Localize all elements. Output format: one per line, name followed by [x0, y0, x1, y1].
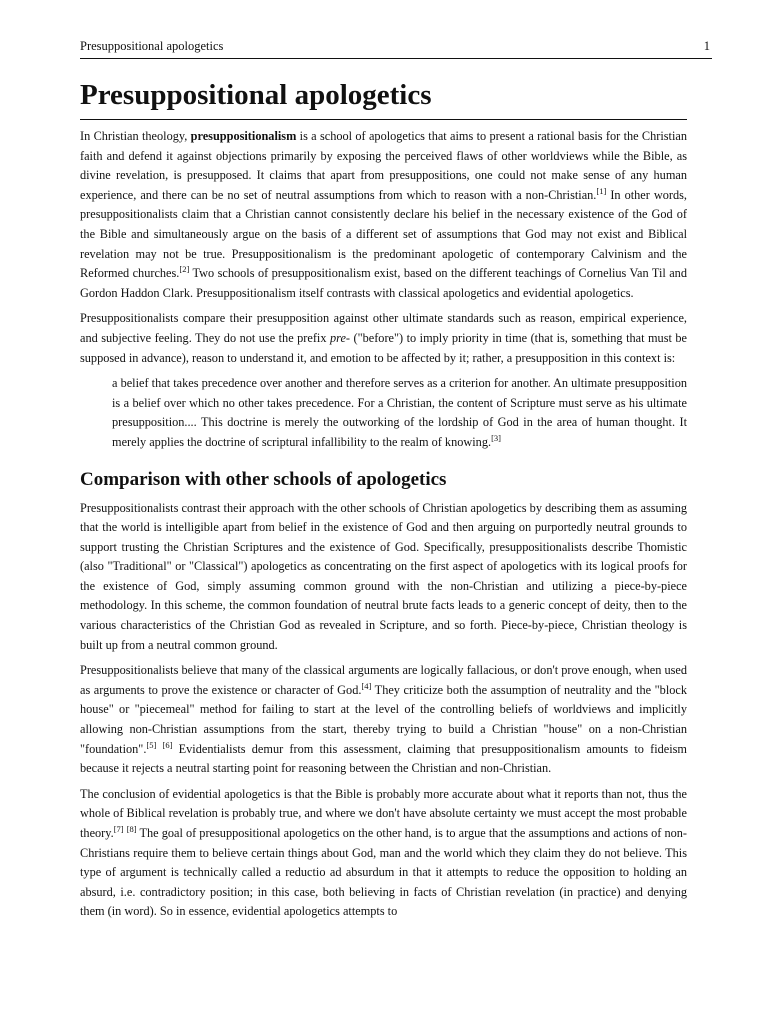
- comparison-p3-text-1: The conclusion of evidential apologetics is that the Bible is probably more accurate about what it reports than not, thus the whole of Biblical revelation is probably true, and where we don't have absolute certainty we must accept the most probable theory.: [80, 786, 687, 840]
- comparison-paragraph-1: Presuppositionalists contrast their approach with the other schools of Christian apologetics by describing them as assuming that the world is intelligible apart from belief in the existence of God and then arguing on purportedly neutral grounds to support trusting the Christian Scriptures and the existence of God. Specifically, presuppositionalists describe Thomistic (also "Traditional" or "Classical") apologetics as concentrating on the first aspect of apologetics with its logical proofs for the existence of God, simply assuming common ground with the non-Christian and utilizing a piece-by-piece methodology. In this scheme, the common foundation of neutral brute facts leads to a generic concept of deity, then to the various characteristics of the Christian God as revealed in Scripture, and so forth. Piece-by-piece, Christian theology is built up from a neutral common ground.: [80, 500, 687, 652]
- comparison-p2-text-1: Presuppositionalists believe that many of the classical arguments are logically fallacious, or don't prove enough, when used as arguments to prove the existence or character of God.: [80, 663, 687, 697]
- presupposition-paragraph: [80, 309, 687, 368]
- section-heading-comparison: Comparison with other schools of apologetics: [80, 468, 447, 490]
- presuppositionalism-term: presuppositionalism: [190, 129, 297, 143]
- intro-text-1: In Christian theology,: [80, 129, 191, 143]
- intro-text-2: is a school of apologetics that aims to present a rational basis for the Christian faith and defend it against objections primarily by exposing the perceived flaws of other worldviews while the Bible, as divine revelation, is presupposed. It claims that apart from presuppositions, one could not make sense of any human experience, and there can be no set of neutral assumptions from which to reason with a non-Christian.: [80, 129, 687, 202]
- running-title: Presuppositional apologetics: [80, 39, 224, 53]
- citation-4-link[interactable]: [4]: [361, 680, 372, 691]
- citation-7-link[interactable]: [7]: [113, 824, 124, 834]
- intro-text-3: In other words, presuppositionalists claim that a Christian cannot consistently declare his belief in the necessary existence of the God of the Bible and simultaneously argue on the basis of a different set of assumptions that God may not exist and Biblical revelation may not be true. Presuppositionalism is the predominant apologetic of contemporary Calvinism and the Reformed churches.: [80, 187, 687, 281]
- prefix-term: pre-: [329, 330, 351, 345]
- citation-5-link[interactable]: [5]: [146, 739, 157, 750]
- citation-2-link[interactable]: [2]: [179, 264, 190, 275]
- comparison-p2-text-3: Evidentialists demur from this assessment, claiming that presuppositionalism amounts to fideism because it rejects a neutral starting point for reasoning between the Christian and non-Christian.: [80, 741, 688, 776]
- citation-6-link[interactable]: [6]: [162, 739, 173, 750]
- citation-8-link[interactable]: [8]: [126, 824, 137, 834]
- comparison-paragraph-3: [80, 785, 687, 922]
- running-header: [80, 38, 712, 59]
- page-number: 1: [703, 39, 710, 53]
- intro-text-4: Two schools of presuppositionalism exist, based on the different teachings of Cornelius Van Til and Gordon Haddon Clark. Presuppositionalism itself contrasts with classical apologetics and evidential apologetics.: [80, 266, 687, 300]
- citation-3-link[interactable]: [3]: [491, 432, 501, 443]
- comparison-p2-text-2: They criticize both the assumption of neutrality and the "block house" or "piecemeal" method for failing to start at the level of the controlling beliefs of worldviews and implicitly allowing non-Christian assumptions from the start, thereby trying to build a Christian "house" on a non-Christian "foundation".: [80, 682, 687, 756]
- comparison-paragraph-2: [80, 661, 687, 779]
- para2-text-2: ("before") to imply priority in time (that is, something that must be supposed in advance), reason to understand it, and emotion to be affected by it; rather, a presupposition in this context is:: [80, 330, 687, 365]
- citation-1-link[interactable]: [1]: [596, 185, 607, 196]
- intro-paragraph: [80, 127, 687, 303]
- quote-text: a belief that takes precedence over another and therefore serves as a criterion for another. An ultimate presupposition is a belief over which no other takes precedence. For a Christian, the content of Scripture must serve as his ultimate presupposition.... This doctrine is merely the outworking of the lordship of God in the area of human thought. It merely applies the doctrine of scriptural infallibility to the realm of knowing.: [112, 376, 687, 449]
- quote-paragraph: [112, 374, 687, 452]
- article-title: Presuppositional apologetics: [80, 75, 687, 120]
- comparison-p3-text-2: The goal of presuppositional apologetics on the other hand, is to argue that the assumptions and actions of non-Christians require them to believe certain things about God, man and the world which they claim they do not believe. This type of argument is technically called a reductio ad absurdum in that it attempts to reduce the opposition to holding an absurd, i.e. contradictory position; in this case, both believing in facts of Christian revelation (in practice) and denying them (in word). So in essence, evidential apologetics attempts to: [80, 826, 687, 919]
- para2-text-1: Presuppositionalists compare their presupposition against other ultimate standards such as reason, empirical experience, and subjective feeling. They do not use the prefix: [80, 311, 687, 345]
- block-quote: [112, 374, 687, 452]
- article-body: [80, 75, 687, 928]
